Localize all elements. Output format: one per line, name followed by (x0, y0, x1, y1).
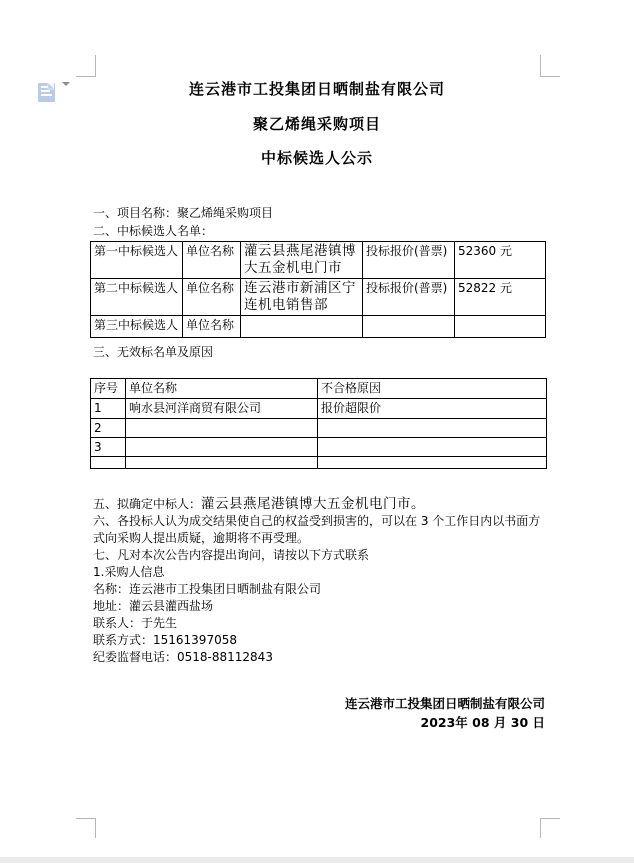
signature-company: 连云港市工投集团日晒制盐有限公司 (344, 696, 545, 711)
table-cell: 2 (91, 419, 126, 438)
table-row (91, 438, 547, 457)
table-cell: 灌云县燕尾港镇博大五金机电门市 (241, 242, 363, 279)
table-cell: 1 (91, 399, 126, 419)
contact-person: 联系人：于先生 (93, 616, 178, 630)
table-cell: 单位名称 (183, 316, 241, 338)
table-cell: 报价超限价 (318, 399, 547, 419)
table-header-cell: 不合格原因 (318, 379, 547, 399)
table-cell (363, 316, 455, 338)
purchaser-info-heading: 1.采购人信息 (93, 565, 165, 579)
table-cell (126, 438, 318, 457)
supervision-phone: 纪委监督电话：0518-88112843 (93, 650, 273, 664)
table-row (91, 316, 546, 338)
table-cell (241, 316, 363, 338)
table-row (91, 242, 546, 279)
section-2-candidate-list-heading: 二、中标候选人名单： (93, 224, 214, 238)
purchaser-name: 名称：连云港市工投集团日晒制盐有限公司 (93, 582, 322, 596)
section-1-project-name: 一、项目名称：聚乙烯绳采购项目 (93, 206, 274, 220)
candidate-table (90, 241, 546, 338)
table-cell: 投标报价(普票) (363, 279, 455, 316)
margin-mark-bottom-left (76, 818, 96, 838)
table-cell: 连云港市新浦区宁连机电销售部 (241, 279, 363, 316)
page-bottom-edge (0, 857, 634, 863)
table-cell: 单位名称 (183, 279, 241, 316)
table-cell: 响水县河洋商贸有限公司 (126, 399, 318, 419)
section-6-objection-notice: 六、各投标人认为成交结果使自己的权益受到损害的，可以在 3 个工作日内以书面方式向采购人提出质疑，逾期将不再受理。 (93, 514, 541, 545)
table-cell (318, 438, 547, 457)
margin-mark-top-right (540, 55, 560, 77)
table-row (91, 399, 547, 419)
table-header-cell: 单位名称 (126, 379, 318, 399)
section-5-confirmed-winner (93, 496, 425, 513)
document-title-company: 连云港市工投集团日晒制盐有限公司 (188, 80, 445, 98)
table-row (91, 419, 547, 438)
table-cell (318, 457, 547, 469)
invalid-bids-table (90, 378, 547, 469)
section-3-invalid-bids-heading: 三、无效标名单及原因 (93, 345, 214, 359)
section-5-winner-name: 灌云县燕尾港镇博大五金机电门市。 (201, 496, 426, 512)
table-cell (91, 457, 126, 469)
table-row (91, 279, 546, 316)
table-cell (126, 419, 318, 438)
document-title-project: 聚乙烯绳采购项目 (252, 115, 381, 133)
table-cell: 第三中标候选人 (91, 316, 183, 338)
contact-phone: 联系方式：15161397058 (93, 633, 237, 647)
table-cell (455, 316, 546, 338)
table-row (91, 457, 547, 469)
section-7-contact-heading: 七、凡对本次公告内容提出询问，请按以下方式联系 (93, 548, 370, 562)
table-cell: 第一中标候选人 (91, 242, 183, 279)
table-header-cell: 序号 (91, 379, 126, 399)
table-cell: 3 (91, 438, 126, 457)
table-cell: 52822 元 (455, 279, 546, 316)
table-cell (318, 419, 547, 438)
document-title-announcement: 中标候选人公示 (260, 149, 373, 167)
table-cell: 投标报价(普票) (363, 242, 455, 279)
table-cell (126, 457, 318, 469)
table-cell: 单位名称 (183, 242, 241, 279)
signature-block (345, 694, 545, 732)
section-5-prefix: 五、拟确定中标人： (93, 497, 202, 511)
margin-mark-top-left (76, 55, 96, 77)
purchaser-address: 地址：灌云县灌西盐场 (93, 599, 214, 613)
table-header-row (91, 379, 547, 399)
table-cell: 52360 元 (455, 242, 546, 279)
table-cell: 第二中标候选人 (91, 279, 183, 316)
margin-mark-bottom-right (540, 818, 560, 838)
signature-date: 2023年 08 月 30 日 (420, 715, 545, 730)
